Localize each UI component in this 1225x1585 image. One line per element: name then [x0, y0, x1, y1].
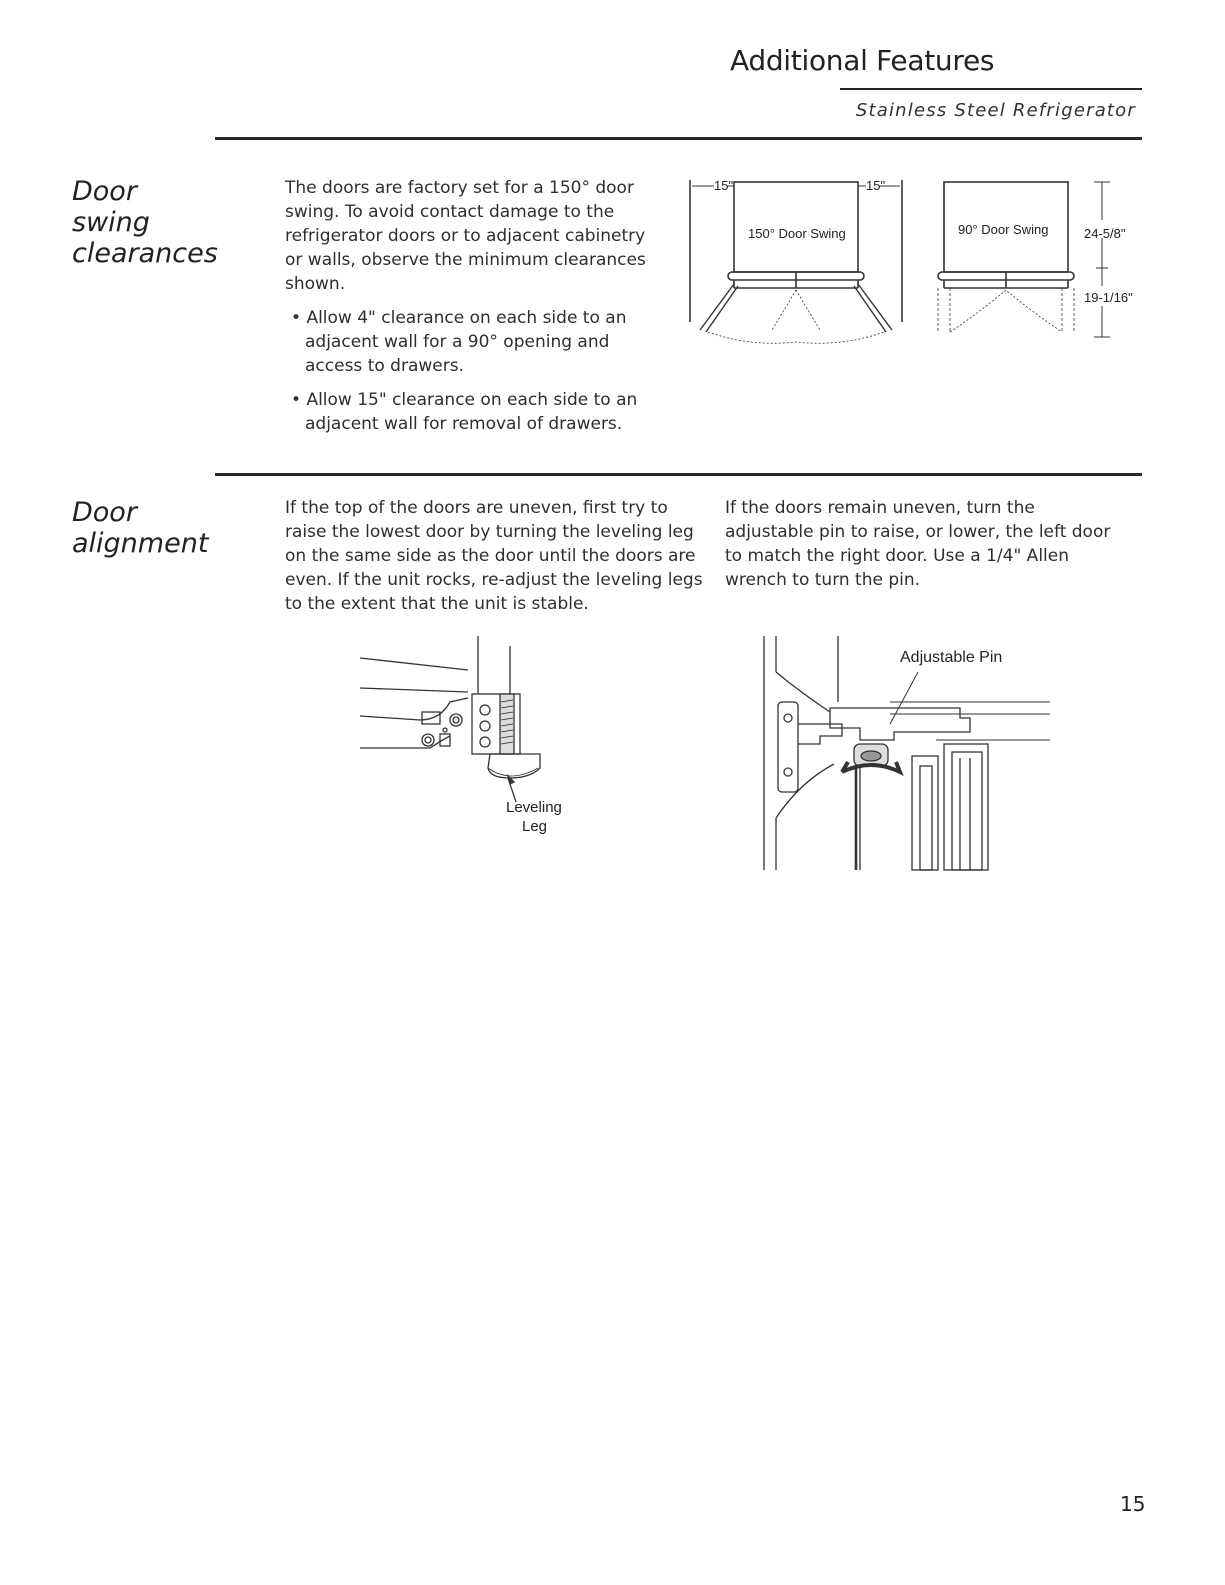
page-header-subtitle: Stainless Steel Refrigerator [855, 100, 1136, 121]
title-line: swing [72, 207, 150, 238]
alignment-text-col1: If the top of the doors are uneven, first try to raise the lowest door by turning the leveling leg on the same side as the door until the doors are even. If the unit rocks, re-adjust the leveling legs to the extent that the unit is stable. [285, 498, 703, 614]
title-line: alignment [72, 528, 209, 559]
alignment-text-col2: If the doors remain uneven, turn the adjustable pin to raise, or lower, the left door to match the right door. Use a 1/4" Allen wrench to turn the pin. [725, 498, 1111, 590]
label-90-door-swing: 90° Door Swing [958, 222, 1049, 237]
title-line: clearances [72, 238, 218, 269]
header-rule [840, 88, 1142, 90]
swing-intro: The doors are factory set for a 150° door swing. To avoid contact damage to the refrigerator doors or to adjacent cabinetry or walls, observe the minimum clearances shown. [285, 178, 646, 294]
dim-label-24-5-8: 24-5/8" [1084, 226, 1126, 241]
dim-label-left-15: 15" [714, 178, 734, 193]
label-leveling: Leveling [506, 799, 562, 816]
leveling-leg-illustration [360, 636, 580, 846]
adjustable-pin-illustration [760, 632, 1060, 872]
swing-bullet-1: • Allow 4" clearance on each side to an adjacent wall for a 90° opening and access to drawers. [291, 308, 627, 376]
section-divider-swing [215, 137, 1142, 140]
section-title-door-swing [72, 176, 218, 269]
section-title-door-alignment [72, 497, 208, 559]
page-header-title: Additional Features [730, 44, 995, 77]
dim-label-19-1-16: 19-1/16" [1084, 290, 1133, 305]
swing-bullet-2: • Allow 15" clearance on each side to an adjacent wall for removal of drawers. [291, 390, 638, 434]
swing-text [285, 176, 655, 436]
page-number: 15 [1120, 1492, 1146, 1516]
label-leg: Leg [522, 818, 548, 835]
label-adjustable-pin: Adjustable Pin [900, 649, 1003, 666]
title-line: Door [72, 497, 137, 528]
title-line: Door [72, 176, 137, 207]
section-divider-alignment [215, 473, 1142, 476]
dim-label-right-15: 15" [866, 178, 886, 193]
label-150-door-swing: 150° Door Swing [748, 226, 846, 241]
door-swing-diagram [680, 172, 1150, 352]
